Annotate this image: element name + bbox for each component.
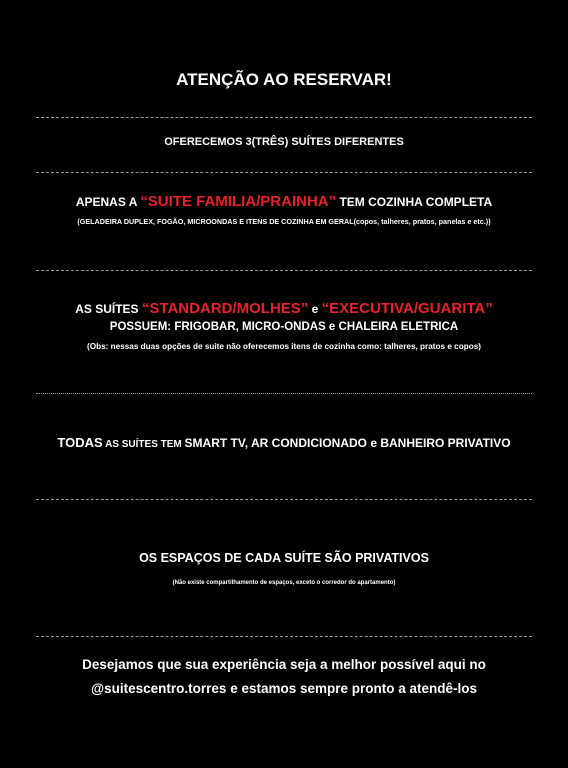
suites-line (0, 300, 568, 317)
kitchen-line (0, 193, 568, 210)
divider-5 (36, 499, 532, 500)
kitchen-suffix: TEM COZINHA COMPLETA (336, 195, 493, 209)
suites-amenities: POSSUEM: FRIGOBAR, MICRO-ONDAS e CHALEIRA ELETRICA (109, 321, 459, 333)
suites-note: (Obs: nessas duas opções de suite não oferecemos itens de cozinha como: talheres, pratos e copos) (86, 342, 482, 351)
suites-connector: e (308, 302, 322, 316)
offer-text: OFERECEMOS 3(TRÊS) SUÍTES DIFERENTES (164, 136, 404, 148)
all-suites-small: AS SUÍTES TEM (102, 439, 185, 450)
suite-executiva-name: “EXECUTIVA/GUARITA” (321, 300, 493, 317)
privacy-heading: OS ESPAÇOS DE CADA SUÍTE SÃO PRIVATIVOS (139, 551, 429, 565)
page-title: ATENÇÃO AO RESERVAR! (176, 70, 392, 89)
all-suites-rest: SMART TV, AR CONDICIONADO e BANHEIRO PRIVATIVO (184, 436, 511, 450)
all-suites-bold: TODAS (57, 435, 103, 450)
privacy-note: (Não existe compartilhamento de espaços, exceto o corredor do apartamento) (172, 580, 396, 586)
closing-line-1: Desejamos que sua experiência seja a melhor possível aqui no (82, 657, 486, 672)
all-suites-line (0, 435, 568, 450)
divider-6 (36, 636, 532, 637)
suite-standard-name: “STANDARD/MOLHES” (141, 300, 309, 317)
kitchen-prefix: APENAS A (75, 195, 141, 209)
divider-2 (36, 172, 532, 173)
closing-line-2: @suitescentro.torres e estamos sempre pronto a atendê-los (90, 681, 478, 696)
divider-4 (36, 393, 532, 394)
suites-prefix: AS SUÍTES (75, 302, 142, 316)
divider-1 (36, 117, 532, 118)
kitchen-note: (GELADEIRA DUPLEX, FOGÃO, MICROONDAS E ITENS DE COZINHA EM GERAL(copos, talheres, pratos, panelas e etc.)) (77, 217, 491, 226)
kitchen-suite-name: “SUITE FAMILIA/PRAINHA” (140, 193, 337, 210)
divider-3 (36, 270, 532, 271)
